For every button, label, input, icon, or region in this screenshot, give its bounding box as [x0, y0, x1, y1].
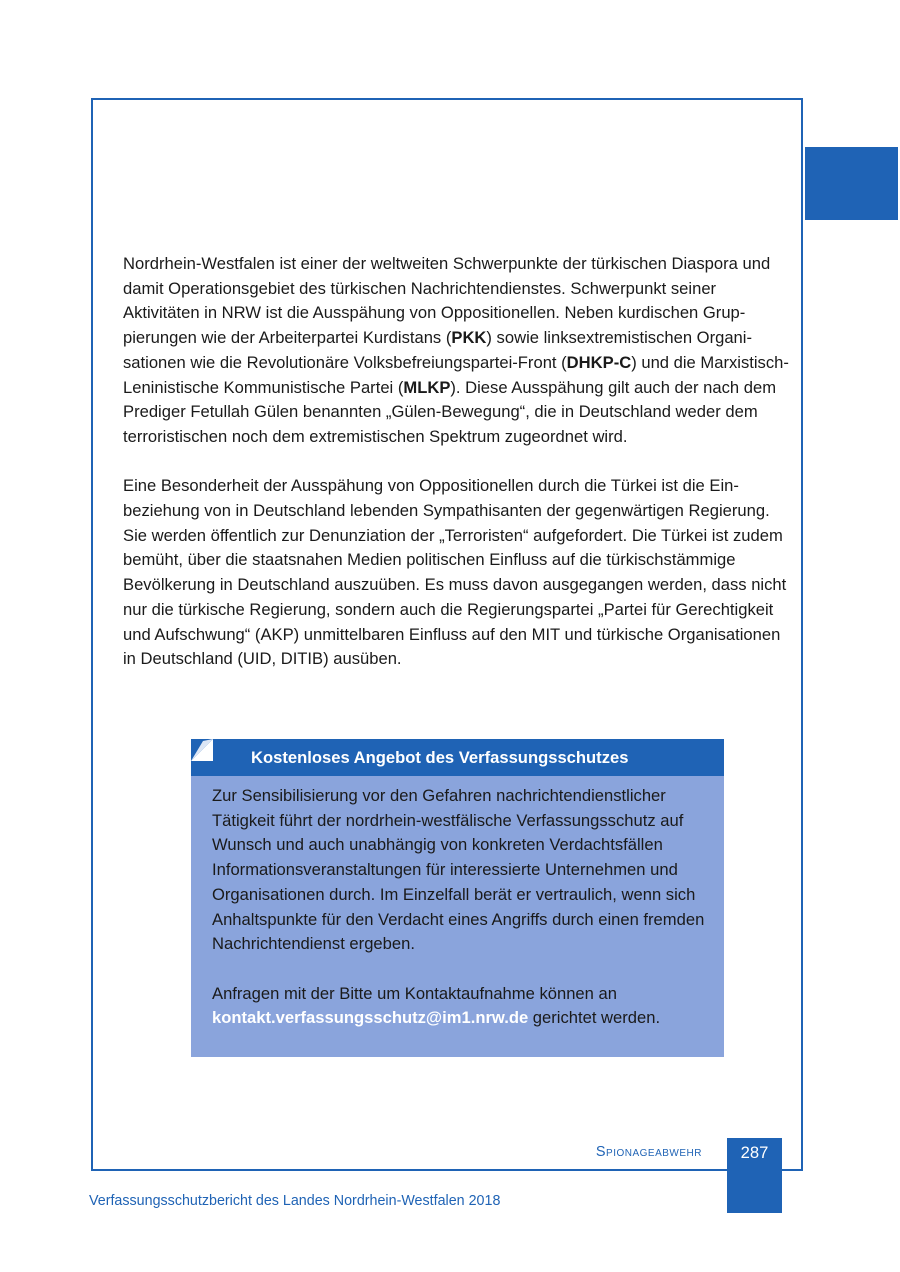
contact-email-link[interactable]: kontakt.verfassungsschutz@im1.nrw.de: [212, 1008, 529, 1028]
info-box-paragraph-1: Zur Sensibilisierung vor den Gefahren nachrichtendienstlicher Tätigkeit führt der nordrhein-westfälische Verfassungsschutz auf Wunsch und auch unabhängig von konkreten Verdachtsfällen Informationsveranstaltungen für interessierte Unternehmen und Organisationen durch. Im Einzelfall berät er vertraulich, wenn sich Anhaltspunkte für den Verdacht eines Angriffs durch einen fremden Nachrichtendienst ergeben.: [212, 786, 705, 954]
paragraph-1: Nordrhein-Westfalen ist einer der weltweiten Schwerpunkte der türkischen Diaspora und damit Operationsgebiet des türkischen Nachrichtendienstes. Schwerpunkt seiner Aktivitäten in NRW ist die Ausspähung von Oppositionellen. Neben kurdischen Gruppierungen wie der Arbeiterpartei Kurdistans (PKK) sowie linksextremistischen Organisationen wie die Revolutionäre Volksbefreiungspartei-Front (DHKP-C) und die Marxistisch-Leninistische Kommunistische Partei (MLKP). Diese Ausspähung gilt auch der nach dem Prediger Fetullah Gülen benannten „Gülen-Bewegung“, die in Deutschland weder dem terroristischen noch dem extremistischen Spektrum zugeordnet wird.: [123, 254, 789, 446]
page-number: 287: [727, 1138, 782, 1213]
info-box-title: Kostenloses Angebot des Verfassungsschutzes: [251, 748, 629, 767]
info-box: [191, 739, 724, 1057]
main-text: [123, 252, 795, 697]
paragraph-2: Eine Besonderheit der Ausspähung von Oppositionellen durch die Türkei ist die Einbeziehung von in Deutschland lebenden Sympathisanten der gegenwärtigen Regierung. Sie werden öffentlich zur Denunziation der „Terroristen“ aufgefordert. Die Türkei ist zudem bemüht, über die staatsnahen Medien politischen Einfluss auf die türkischstämmige Bevölkerung in Deutschland auszuüben. Es muss davon ausgegangen werden, dass nicht nur die türkische Regierung, sondern auch die Regierungspartei „Partei für Gerechtigkeit und Aufschwung“ (AKP) unmittelbaren Einfluss auf den MIT und türkische Organisationen in Deutschland (UID, DITIB) ausüben.: [123, 476, 787, 669]
page-corner-icon: [191, 739, 213, 761]
section-label: Spionageabwehr: [595, 1144, 702, 1160]
publication-footer: Verfassungsschutzbericht des Landes Nordrhein-Westfalen 2018: [89, 1193, 501, 1209]
info-box-paragraph-2: Anfragen mit der Bitte um Kontaktaufnahme können an kontakt.verfassungsschutz@im1.nrw.de gerichtet werden.: [212, 983, 661, 1028]
abbr-pkk: PKK: [451, 328, 487, 348]
info-box-header: [191, 739, 724, 776]
chapter-tab-marker: [805, 147, 898, 220]
info-box-body: [191, 776, 724, 1031]
abbr-mlkp: MLKP: [403, 377, 451, 397]
abbr-dhkp-c: DHKP-C: [566, 352, 632, 372]
